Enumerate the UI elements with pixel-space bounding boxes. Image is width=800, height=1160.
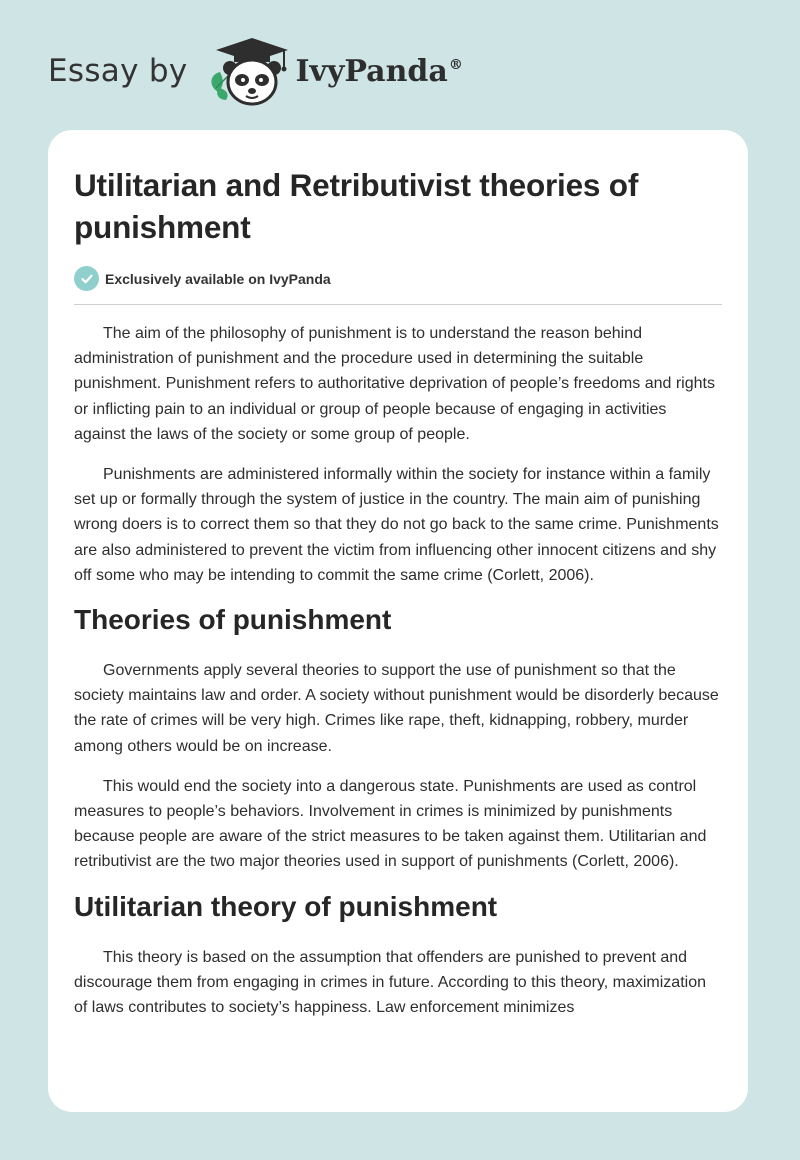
essay-card [48, 130, 748, 1112]
essay-title: Utilitarian and Retributivist theories of punishment [74, 167, 639, 245]
section-heading: Utilitarian theory of punishment [74, 890, 498, 922]
paragraph: This theory is based on the assumption that offenders are punished to prevent and discourage them from engaging in crimes in future. According to this theory, maximization of laws contributes to society’s happiness. Law enforcement minimizes [74, 948, 706, 1017]
paragraph: This would end the society into a dangerous state. Punishments are used as control measures to people’s behaviors. Involvement in crimes is minimized by punishments because people are aware of the strict measures to be taken against them. Utilitarian and retributivist are the two major theories used in support of punishments (Corlett, 2006). [74, 777, 707, 871]
ivypanda-logo-icon[interactable] [204, 34, 294, 108]
paragraph: The aim of the philosophy of punishment is to understand the reason behind administration of punishment and the procedure used in determining the suitable punishment. Punishment refers to authoritative deprivation of people’s freedoms and rights or inflicting pain to an individual or group of people because of engaging in activities against the laws of the society or some group of people. [74, 325, 715, 443]
paragraph: Governments apply several theories to support the use of punishment so that the society maintains law and order. A society without punishment would be disorderly because the rate of crimes will be very high. Crimes like rape, theft, kidnapping, robbery, murder among others would be on increase. [74, 662, 719, 755]
registered-mark: ® [448, 56, 463, 73]
exclusive-label: Exclusively available on IvyPanda [105, 270, 331, 287]
paragraph: Punishments are administered informally within the society for instance within a family set up or formally through the system of justice in the country. The main aim of punishing wrong doers is to correct them so that they do not go back to the same crime. Punishments are also administered to prevent the victim from influencing other innocent citizens and shy off some who may be intending to commit the same crime (Corlett, 2006). [74, 466, 719, 584]
brand-name[interactable] [296, 54, 463, 89]
essay-body [74, 321, 722, 1020]
essay-by-label: Essay by [48, 53, 188, 89]
site-header [48, 34, 463, 108]
brand-text: IvyPanda [295, 53, 448, 89]
section-heading: Theories of punishment [74, 604, 392, 636]
exclusive-badge [74, 266, 722, 291]
checkmark-icon [74, 266, 99, 291]
divider [74, 304, 722, 305]
